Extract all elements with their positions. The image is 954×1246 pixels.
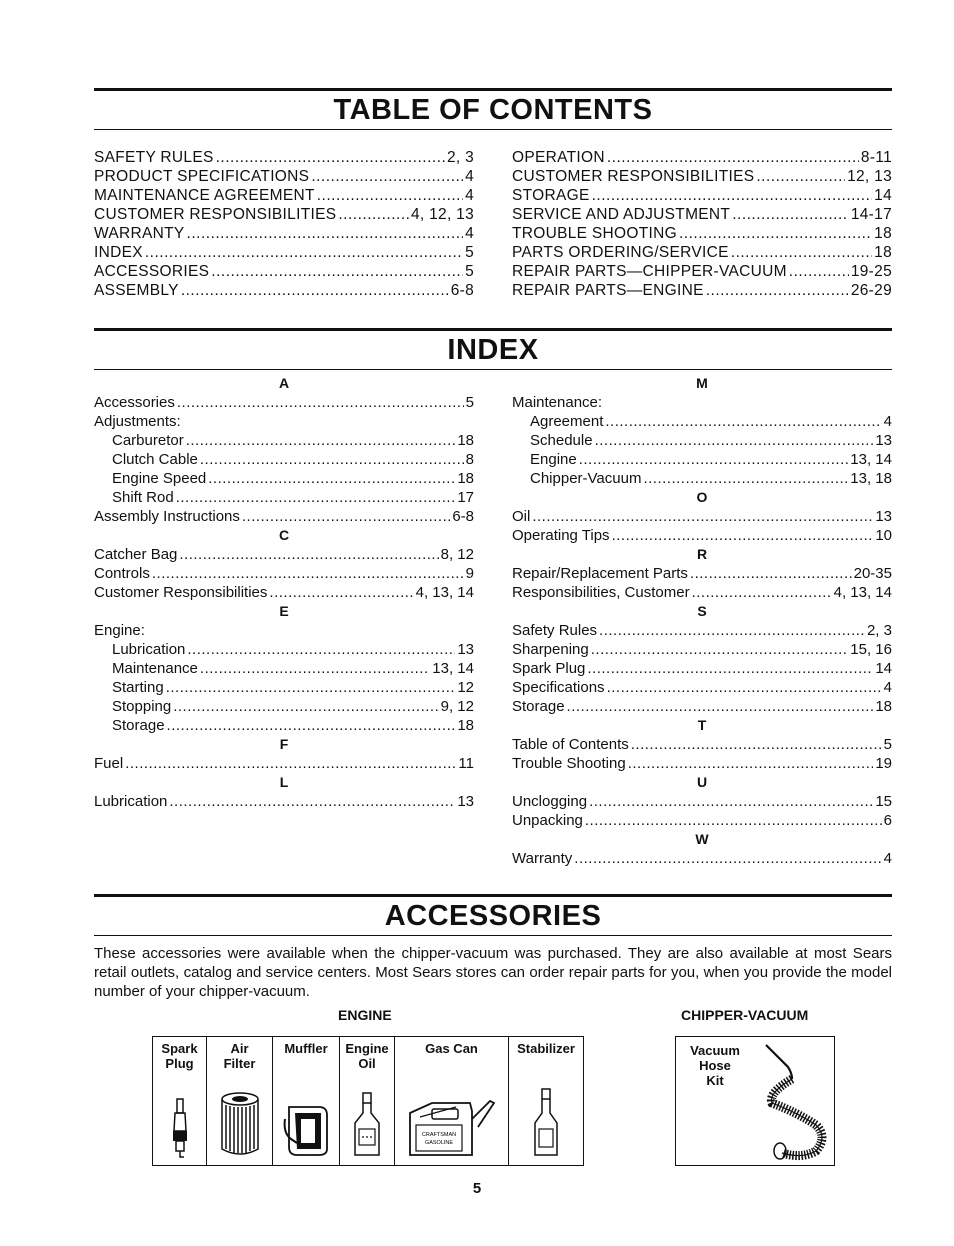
index-entry (512, 697, 892, 716)
entry-page: 4 (883, 413, 892, 430)
oil-bottle-icon (352, 1091, 382, 1159)
toc-entry (94, 186, 474, 205)
vacuum-hose-kit-label (686, 1043, 744, 1088)
dot-leader (187, 224, 464, 243)
toc-entry (512, 243, 892, 262)
gas-can-brand-text: CRAFTSMAN (421, 1132, 456, 1138)
entry-page: 18 (874, 244, 892, 261)
index-entry (512, 735, 892, 754)
dot-leader (679, 224, 872, 243)
dot-leader (173, 697, 438, 716)
dot-leader (216, 148, 445, 167)
index-group-heading: Adjustments: (94, 413, 181, 430)
index-subentry (512, 431, 892, 450)
accessory-label-line2: Hose (699, 1058, 731, 1073)
toc-entry (512, 205, 892, 224)
dot-leader (166, 678, 456, 697)
entry-page: 13, 14 (432, 660, 474, 677)
entry-label: Engine Speed (112, 470, 207, 487)
entry-page: 18 (457, 717, 474, 734)
entry-page: 17 (457, 489, 474, 506)
index-entry (94, 564, 474, 583)
entry-label: Unpacking (512, 812, 583, 829)
accessory-gas-can (395, 1037, 509, 1165)
accessories-intro: These accessories were available when the chipper-vacuum was purchased. They are also available at most Sears retail outlets, catalog and service centers. Most Sears stores can order repair parts for you, when you provide the model number of your chipper-vacuum. (94, 945, 892, 1000)
toc-entry (94, 205, 474, 224)
entry-label: PRODUCT SPECIFICATIONS (94, 168, 310, 185)
index-entry (512, 678, 892, 697)
entry-page: 10 (875, 527, 892, 544)
dot-leader (592, 186, 873, 205)
entry-label: Customer Responsibilities (94, 584, 268, 601)
entry-label: Agreement (530, 413, 604, 430)
index-subentry (94, 469, 474, 488)
index-subentry (94, 640, 474, 659)
index-entry (512, 564, 892, 583)
entry-label: SAFETY RULES (94, 149, 214, 166)
index-letter-heading: A (278, 375, 290, 391)
accessory-label-line1: Vacuum (690, 1043, 740, 1058)
dot-leader (311, 167, 463, 186)
dot-leader (179, 545, 438, 564)
entry-label: ACCESSORIES (94, 263, 210, 280)
entry-page: 5 (465, 263, 474, 280)
index-entry (512, 659, 892, 678)
toc-entry (94, 167, 474, 186)
entry-page: 4 (465, 187, 474, 204)
toc-title: TABLE OF CONTENTS (333, 94, 653, 126)
toc-entry (94, 281, 474, 300)
dot-leader (692, 583, 832, 602)
index-entry (512, 507, 892, 526)
dot-leader (167, 716, 456, 735)
entry-page: 4, 13, 14 (415, 584, 474, 601)
accessory-label-line3: Kit (706, 1073, 724, 1088)
entry-label: TROUBLE SHOOTING (512, 225, 677, 242)
dot-leader (789, 262, 849, 281)
accessories-title: ACCESSORIES (384, 900, 602, 932)
entry-page: 6 (883, 812, 892, 829)
accessory-air-filter (207, 1037, 273, 1165)
dot-leader (607, 148, 859, 167)
page-content (94, 88, 892, 1025)
entry-label: Maintenance (112, 660, 198, 677)
dot-leader (200, 450, 464, 469)
index-entry (512, 583, 892, 602)
entry-page: 8, 12 (440, 546, 474, 563)
dot-leader (176, 488, 456, 507)
entry-page: 13 (875, 508, 892, 525)
entry-page: 12 (457, 679, 474, 696)
entry-page: 14 (874, 187, 892, 204)
gas-can-icon (406, 1089, 498, 1159)
engine-accessories-box (152, 1036, 584, 1166)
dot-leader (187, 640, 455, 659)
entry-label: MAINTENANCE AGREEMENT (94, 187, 315, 204)
index-entry (512, 640, 892, 659)
index-letter-heading: E (279, 603, 289, 619)
index-entry (512, 754, 892, 773)
entry-page: 4 (883, 850, 892, 867)
toc-header (94, 88, 892, 130)
toc-columns (94, 148, 892, 300)
entry-page: 19 (875, 755, 892, 772)
index-entry (512, 792, 892, 811)
entry-label: Schedule (530, 432, 593, 449)
accessory-label-line1: Stabilizer (517, 1041, 575, 1056)
entry-page: 6-8 (450, 282, 474, 299)
entry-label: Sharpening (512, 641, 589, 658)
entry-page: 5 (465, 394, 474, 411)
dot-leader (732, 205, 849, 224)
entry-page: 4, 13, 14 (833, 584, 892, 601)
entry-page: 4 (465, 168, 474, 185)
toc-right-column (512, 148, 892, 300)
entry-page: 13 (875, 432, 892, 449)
entry-label: Trouble Shooting (512, 755, 626, 772)
page-number: 5 (472, 1180, 482, 1197)
accessory-label-line1: Spark (161, 1041, 198, 1056)
dot-leader (152, 564, 464, 583)
entry-label: Accessories (94, 394, 175, 411)
gas-can-fuel-text: GASOLINE (424, 1140, 453, 1146)
entry-label: WARRANTY (94, 225, 185, 242)
entry-label: Table of Contents (512, 736, 629, 753)
entry-label: INDEX (94, 244, 143, 261)
dot-leader (605, 412, 881, 431)
entry-label: Clutch Cable (112, 451, 198, 468)
dot-leader (631, 735, 882, 754)
entry-label: Responsibilities, Customer (512, 584, 690, 601)
dot-leader (587, 659, 873, 678)
entry-page: 4 (883, 679, 892, 696)
accessory-label-line2: Filter (223, 1056, 256, 1071)
dot-leader (211, 262, 463, 281)
entry-page: 11 (458, 755, 474, 772)
toc-left-column (94, 148, 474, 300)
dot-leader (169, 792, 455, 811)
toc-entry (512, 167, 892, 186)
toc-entry (512, 224, 892, 243)
entry-label: Safety Rules (512, 622, 598, 639)
dot-leader (595, 431, 874, 450)
index-subentry (512, 412, 892, 431)
air-filter-icon (218, 1091, 262, 1159)
entry-page: 6-8 (452, 508, 474, 525)
dot-leader (579, 450, 849, 469)
entry-label: CUSTOMER RESPONSIBILITIES (512, 168, 755, 185)
dot-leader (145, 243, 463, 262)
accessory-group-labels (94, 1001, 892, 1025)
engine-group-label: ENGINE (338, 1007, 392, 1023)
dot-leader (607, 678, 882, 697)
entry-label: Catcher Bag (94, 546, 178, 563)
index-letter-heading: R (696, 546, 708, 562)
index-subentry (94, 716, 474, 735)
dot-leader (269, 583, 413, 602)
accessories-header (94, 894, 892, 936)
entry-label: Stopping (112, 698, 172, 715)
dot-leader (731, 243, 872, 262)
index-left-column (94, 374, 474, 868)
entry-label: Storage (112, 717, 165, 734)
entry-label: Specifications (512, 679, 605, 696)
index-entry (512, 811, 892, 830)
entry-page: 15, 16 (850, 641, 892, 658)
accessory-muffler (273, 1037, 340, 1165)
toc-entry (512, 262, 892, 281)
entry-label: REPAIR PARTS—ENGINE (512, 282, 704, 299)
toc-entry (94, 148, 474, 167)
entry-label: Lubrication (112, 641, 186, 658)
accessory-label-line2: Plug (165, 1056, 194, 1071)
entry-label: Storage (512, 698, 565, 715)
index-subentry (94, 450, 474, 469)
index-letter-heading: M (696, 375, 708, 391)
dot-leader (181, 281, 449, 300)
accessory-label-line1: Muffler (284, 1041, 328, 1056)
entry-page: 9, 12 (440, 698, 474, 715)
toc-entry (512, 148, 892, 167)
dot-leader (585, 811, 882, 830)
accessory-label-line2: Oil (358, 1056, 376, 1071)
index-letter-heading: O (696, 489, 708, 505)
entry-page: 12, 13 (847, 168, 892, 185)
toc-entry (512, 186, 892, 205)
dot-leader (186, 431, 456, 450)
entry-label: Assembly Instructions (94, 508, 240, 525)
entry-page: 26-29 (850, 282, 892, 299)
entry-page: 13, 14 (850, 451, 892, 468)
dot-leader (756, 167, 845, 186)
spark-plug-icon (170, 1097, 190, 1159)
entry-page: 13 (457, 793, 474, 810)
toc-entry (94, 224, 474, 243)
index-letter-heading: C (278, 527, 290, 543)
dot-leader (612, 526, 874, 545)
index-header (94, 328, 892, 370)
index-entry (512, 849, 892, 868)
index-group-heading: Engine: (94, 622, 145, 639)
entry-label: STORAGE (512, 187, 590, 204)
index-entry (512, 526, 892, 545)
index-entry (94, 393, 474, 412)
chipper-vacuum-group-label: CHIPPER-VACUUM (681, 1007, 809, 1023)
toc-entry (512, 281, 892, 300)
toc-entry (94, 243, 474, 262)
entry-label: Unclogging (512, 793, 588, 810)
dot-leader (338, 205, 409, 224)
index-letter-heading: T (697, 717, 707, 733)
entry-label: Oil (512, 508, 531, 525)
index-subentry (512, 450, 892, 469)
index-subentry (94, 659, 474, 678)
index-letter-heading: U (696, 774, 708, 790)
dot-leader (599, 621, 865, 640)
entry-label: CUSTOMER RESPONSIBILITIES (94, 206, 337, 223)
dot-leader (242, 507, 450, 526)
index-entry (94, 754, 474, 773)
entry-label: Controls (94, 565, 150, 582)
entry-label: PARTS ORDERING/SERVICE (512, 244, 729, 261)
entry-page: 18 (875, 698, 892, 715)
accessory-engine-oil (340, 1037, 395, 1165)
dot-leader (589, 792, 873, 811)
vacuum-hose-icon (758, 1041, 832, 1163)
accessory-spark-plug (153, 1037, 207, 1165)
entry-label: Fuel (94, 755, 124, 772)
entry-label: Spark Plug (512, 660, 586, 677)
entry-label: Operating Tips (512, 527, 610, 544)
toc-entry (94, 262, 474, 281)
entry-page: 18 (457, 470, 474, 487)
entry-label: REPAIR PARTS—CHIPPER-VACUUM (512, 263, 787, 280)
index-columns (94, 374, 892, 868)
entry-page: 4, 12, 13 (410, 206, 474, 223)
index-subentry (94, 697, 474, 716)
entry-page: 5 (465, 244, 474, 261)
entry-page: 18 (457, 432, 474, 449)
entry-label: Chipper-Vacuum (530, 470, 642, 487)
accessory-label-line1: Gas Can (425, 1041, 478, 1056)
index-subentry (94, 678, 474, 697)
dot-leader (706, 281, 849, 300)
entry-page: 5 (883, 736, 892, 753)
index-entry (94, 583, 474, 602)
dot-leader (628, 754, 874, 773)
entry-label: ASSEMBLY (94, 282, 179, 299)
entry-label: Warranty (512, 850, 573, 867)
index-right-column (512, 374, 892, 868)
index-letter-heading: F (279, 736, 289, 752)
entry-page: 9 (465, 565, 474, 582)
entry-page: 13 (457, 641, 474, 658)
entry-page: 8-11 (860, 149, 892, 166)
dot-leader (574, 849, 881, 868)
entry-page: 8 (465, 451, 474, 468)
entry-page: 4 (465, 225, 474, 242)
index-entry (512, 621, 892, 640)
dot-leader (208, 469, 455, 488)
entry-page: 15 (875, 793, 892, 810)
dot-leader (690, 564, 852, 583)
dot-leader (177, 393, 464, 412)
index-subentry (94, 488, 474, 507)
chipper-vacuum-accessories-box (675, 1036, 835, 1166)
dot-leader (567, 697, 874, 716)
entry-page: 18 (874, 225, 892, 242)
entry-label: Starting (112, 679, 164, 696)
index-letter-heading: W (695, 831, 709, 847)
index-entry (94, 507, 474, 526)
index-letter-heading: L (279, 774, 289, 790)
dot-leader (532, 507, 873, 526)
entry-page: 13, 18 (850, 470, 892, 487)
entry-page: 2, 3 (446, 149, 474, 166)
entry-label: Shift Rod (112, 489, 174, 506)
entry-page: 2, 3 (866, 622, 892, 639)
index-subentry (512, 469, 892, 488)
index-subentry (94, 431, 474, 450)
entry-page: 20-35 (853, 565, 892, 582)
dot-leader (200, 659, 430, 678)
entry-page: 19-25 (850, 263, 892, 280)
accessory-label-line1: Air (230, 1041, 249, 1056)
index-letter-heading: S (697, 603, 707, 619)
entry-page: 14 (875, 660, 892, 677)
index-entry (94, 545, 474, 564)
entry-label: Repair/Replacement Parts (512, 565, 688, 582)
entry-page: 14-17 (850, 206, 892, 223)
dot-leader (591, 640, 849, 659)
accessory-label-line1: Engine (345, 1041, 389, 1056)
dot-leader (125, 754, 456, 773)
entry-label: Engine (530, 451, 577, 468)
entry-label: OPERATION (512, 149, 605, 166)
entry-label: Lubrication (94, 793, 168, 810)
dot-leader (317, 186, 463, 205)
index-entry (94, 792, 474, 811)
entry-label: Carburetor (112, 432, 184, 449)
accessory-stabilizer (509, 1037, 583, 1165)
stabilizer-bottle-icon (531, 1087, 561, 1159)
dot-leader (643, 469, 848, 488)
index-group-heading: Maintenance: (512, 394, 603, 411)
index-title: INDEX (447, 334, 539, 366)
entry-label: SERVICE AND ADJUSTMENT (512, 206, 731, 223)
muffler-icon (281, 1099, 331, 1159)
